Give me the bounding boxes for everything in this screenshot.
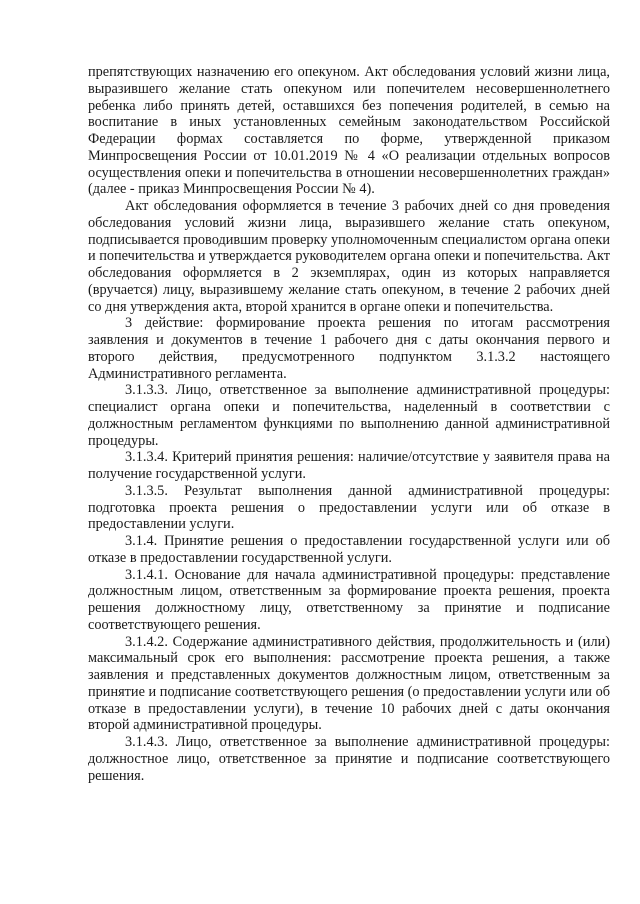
paragraph-3-1-3-3: 3.1.3.3. Лицо, ответственное за выполнение административной процедуры: специалист органа опеки и попечительства, наделенный в соответствии с должностным регламентом функциями по выполнению данной административной процедуры. [88, 382, 610, 449]
paragraph-3-1-4: 3.1.4. Принятие решения о предоставлении государственной услуги или об отказе в предоставлении государственной услуги. [88, 533, 610, 566]
paragraph-3-1-4-1: 3.1.4.1. Основание для начала административной процедуры: представление должностным лицом, ответственным за формирование проекта решения, проекта решения должностному лицу, ответственному за принятие и подписание соответствующего решения. [88, 566, 610, 633]
paragraph-inspection-act: Акт обследования оформляется в течение 3 рабочих дней со дня проведения обследования условий жизни лица, выразившего желание стать опекуном, подписывается проводившим проверку уполномоченным специалистом органа опеки и попечительства и утверждается руководителем органа опеки и попечительства. Акт обследования оформляется в 2 экземплярах, один из которых направляется (вручается) лицу, выразившему желание стать опекуном, в течение 2 рабочих дней со дня утверждения акта, второй хранится в органе опеки и попечительства. [88, 198, 610, 315]
paragraph-3-1-4-3: 3.1.4.3. Лицо, ответственное за выполнение административной процедуры: должностное лицо, ответственное за принятие и подписание соответствующего решения. [88, 734, 610, 784]
paragraph-3-1-4-2: 3.1.4.2. Содержание административного действия, продолжительность и (или) максимальный срок его выполнения: рассмотрение проекта решения, а также заявления и представленных документов должностным лицом, ответственным за принятие и подписание соответствующего решения (о предоставлении услуги или об отказе в предоставлении услуги), в течение 10 рабочих дней с даты окончания второй административной процедуры. [88, 633, 610, 734]
paragraph-continuation: препятствующих назначению его опекуном. Акт обследования условий жизни лица, выразившего желание стать опекуном или попечителем несовершеннолетнего ребенка либо принять детей, оставшихся без попечения родителей, в семью на воспитание в иных установленных семейным законодательством Российской Федерации формах составляется по форме, утвержденной приказом Минпросвещения России от 10.01.2019 № 4 «О реализации отдельных вопросов осуществления опеки и попечительства в отношении несовершеннолетних граждан» (далее - приказ Минпросвещения России № 4). [88, 64, 610, 198]
paragraph-3-1-3-4: 3.1.3.4. Критерий принятия решения: наличие/отсутствие у заявителя права на получение государственной услуги. [88, 449, 610, 482]
document-body [88, 64, 610, 784]
paragraph-3-1-3-5: 3.1.3.5. Результат выполнения данной административной процедуры: подготовка проекта решения о предоставлении услуги или об отказе в предоставлении услуги. [88, 482, 610, 533]
paragraph-action-3: 3 действие: формирование проекта решения по итогам рассмотрения заявления и документов в течение 1 рабочего дня с даты окончания первого и второго действия, предусмотренного подпунктом 3.1.3.2 настоящего Административного регламента. [88, 315, 610, 382]
